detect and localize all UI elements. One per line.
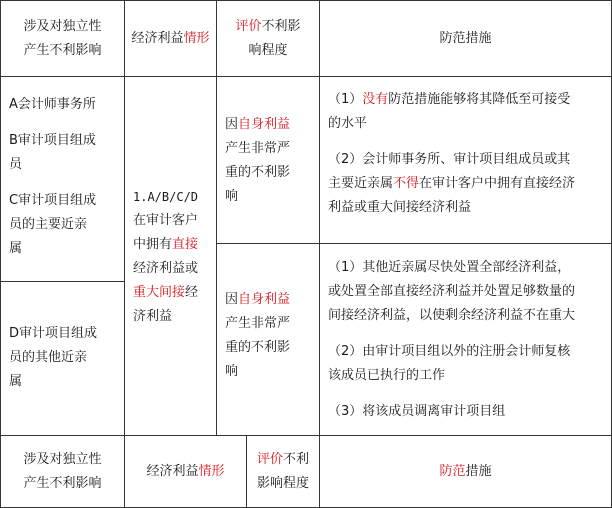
footer-cell-situation	[124, 435, 247, 508]
situation-cell	[124, 76, 217, 436]
situation-line4: 经济利益或	[133, 261, 199, 276]
evaluation-bottom-line2: 产生非常严	[225, 316, 291, 331]
header-cell-measures	[319, 0, 612, 77]
evaluation-top-red: 自身利益	[238, 117, 291, 132]
measures-cell-top	[319, 76, 612, 244]
evaluation-bottom-red: 自身利益	[238, 292, 291, 307]
footer-evaluation-text: 不利	[283, 451, 310, 467]
entity-b-line2: 员	[9, 157, 23, 172]
evaluation-bottom-line4: 响	[225, 364, 239, 379]
evaluation-top-line4: 响	[225, 189, 239, 204]
entity-a: A会计师事务所	[9, 97, 96, 112]
situation-indirect-red: 重大间接	[133, 285, 186, 300]
header-threat-line2: 产生不利影响	[23, 42, 102, 58]
entity-c-line1: C审计项目组成	[9, 193, 97, 208]
measures-cell-bottom	[319, 243, 612, 436]
header-evaluation-text: 不利影	[261, 18, 301, 34]
header-cell-situation	[124, 0, 217, 77]
footer-measures-red: 防范	[439, 463, 466, 479]
measures-top-p2-line2-post: 在审计客户中拥有直接经济	[419, 176, 576, 191]
situation-line1: 1.A/B/C/D	[133, 190, 199, 204]
measures-bottom-p2-line1: （2）由审计项目组以外的注册会计师复核	[328, 344, 571, 359]
measures-top-p1-prefix: （1）	[328, 92, 363, 107]
header-evaluation-red: 评价	[235, 18, 262, 34]
entity-d-line3: 属	[9, 374, 23, 389]
header-measures-text: 防范措施	[439, 30, 492, 46]
footer-evaluation-line2: 影响程度	[256, 475, 309, 491]
measures-top-p2-red: 不得	[393, 176, 420, 191]
situation-direct-red: 直接	[172, 237, 199, 252]
header-situation-red: 情形	[183, 30, 210, 46]
evaluation-bottom-pre: 因	[225, 292, 239, 307]
footer-cell-measures	[319, 435, 612, 508]
situation-line5: 经	[185, 285, 199, 300]
entity-d-line1: D审计项目组成	[9, 326, 98, 341]
footer-threat-line1: 涉及对独立性	[23, 451, 102, 467]
entity-c-line3: 属	[9, 241, 23, 256]
footer-situation-red: 情形	[198, 463, 225, 479]
evaluation-top-line2: 产生非常严	[225, 141, 291, 156]
measures-top-p2-line1: （2）会计师事务所、审计项目组成员或其	[328, 152, 571, 167]
measures-bottom-p3: （3）将该成员调离审计项目组	[328, 404, 506, 419]
entity-cell-d	[0, 281, 125, 436]
measures-top-p1-red: 没有	[362, 92, 389, 107]
header-cell-evaluation	[216, 0, 320, 77]
measures-bottom-p1-line2: 或处置全部直接经济利益并处置足够数量的	[328, 284, 576, 299]
measures-bottom-p1-line1: （1）其他近亲属尽快处置全部经济利益，	[328, 260, 571, 275]
situation-line3: 中拥有	[133, 237, 173, 252]
evaluation-top-pre: 因	[225, 117, 239, 132]
entity-b-line1: B审计项目组成	[9, 133, 96, 148]
footer-cell-evaluation	[246, 435, 320, 508]
measures-bottom-p2-line2: 该成员已执行的工作	[328, 368, 446, 383]
situation-line6: 济利益	[133, 309, 173, 324]
measures-top-p2-line3: 利益或重大间接经济利益	[328, 200, 472, 215]
measures-top-p1-text: 防范措施能够将其降低至可接受	[388, 92, 571, 107]
header-evaluation-line2: 响程度	[248, 42, 288, 58]
header-cell-threat	[0, 0, 125, 77]
evaluation-cell-top	[216, 76, 320, 244]
entity-cell-abc	[0, 76, 125, 282]
footer-cell-threat	[0, 435, 125, 508]
evaluation-cell-bottom	[216, 243, 320, 436]
footer-evaluation-red: 评价	[256, 451, 283, 467]
header-situation-text: 经济利益	[131, 30, 184, 46]
footer-measures-text: 措施	[465, 463, 492, 479]
entity-c-line2: 员的主要近亲	[9, 217, 88, 232]
header-threat-line1: 涉及对独立性	[23, 18, 102, 34]
evaluation-top-line3: 重的不利影	[225, 165, 291, 180]
footer-threat-line2: 产生不利影响	[23, 475, 102, 491]
measures-top-p1-line2: 的水平	[328, 116, 368, 131]
measures-top-p2-line2-pre: 主要近亲属	[328, 176, 394, 191]
entity-d-line2: 员的其他近亲	[9, 350, 88, 365]
footer-situation-text: 经济利益	[146, 463, 199, 479]
evaluation-bottom-line3: 重的不利影	[225, 340, 291, 355]
measures-bottom-p1-line3: 间接经济利益，以使剩余经济利益不在重大	[328, 308, 576, 323]
situation-line2: 在审计客户	[133, 213, 199, 228]
